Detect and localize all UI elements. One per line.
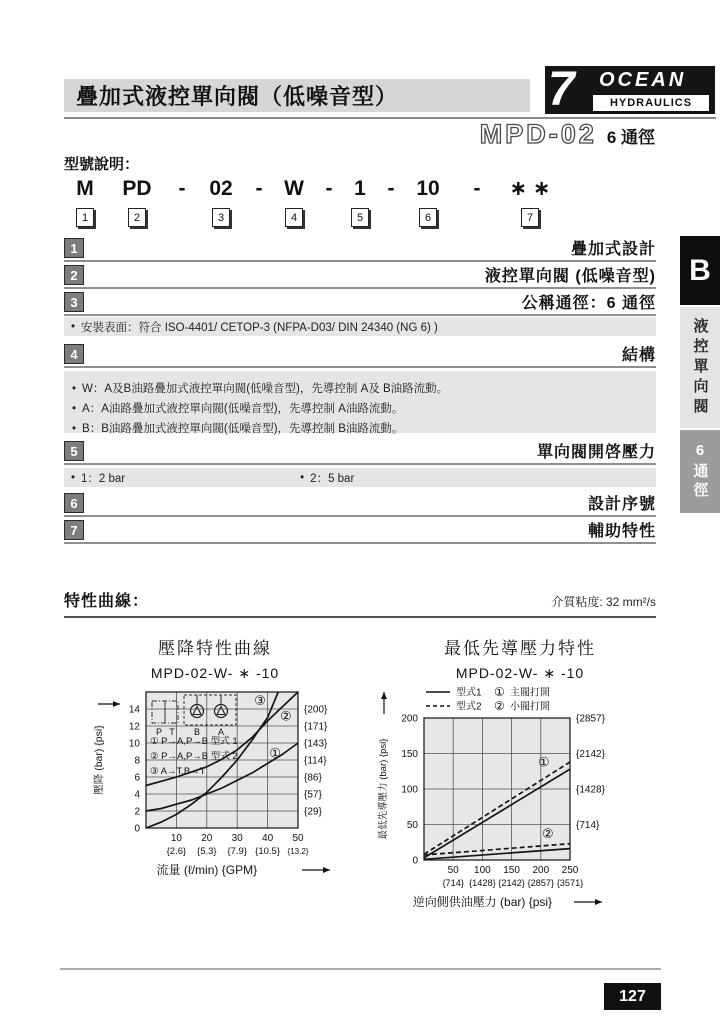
svg-text:10: 10 [170,833,182,844]
code-separator: - [387,177,395,200]
pilot-pressure-plot [370,684,618,916]
svg-text:①: ① [269,745,282,761]
svg-text:50: 50 [292,833,304,844]
logo-brand-text: OCEAN [599,69,687,91]
bullet-icon: • [72,423,77,435]
model-section-heading: 型號說明： [64,156,140,173]
svg-text:{86}: {86} [304,772,322,784]
pressure-drop-plot [84,684,340,884]
svg-text:{13.2}: {13.2} [287,847,309,856]
svg-text:{114}: {114} [304,755,327,767]
svg-text:{200}: {200} [304,704,328,716]
logo-seven-icon: 7 [548,63,575,116]
section-row-2 [64,263,656,289]
svg-text:{10.5}: {10.5} [255,846,281,857]
svg-text:{7.9}: {7.9} [227,846,247,857]
svg-text:150: 150 [401,749,418,760]
cracking-pressure-band [64,468,656,487]
bullet-icon: • [71,320,76,333]
code-index-box: 7 [521,208,539,227]
svg-text:②: ② [494,699,505,713]
svg-text:B: B [193,727,201,737]
svg-text:100: 100 [401,784,418,796]
svg-text:流量 (ℓ/min) {GPM}: 流量 (ℓ/min) {GPM} [156,863,258,877]
section-title: 輔助特性 [587,522,656,540]
svg-text:{29}: {29} [304,806,322,818]
logo-sub-text: HYDRAULICS [591,93,711,113]
svg-text:{1428}: {1428} [469,878,496,888]
svg-text:小閥打開: 小閥打開 [510,701,550,713]
curves-heading: 特性曲線： [64,593,150,610]
svg-text:2: 2 [134,806,140,818]
svg-text:200: 200 [532,865,550,876]
bullet-icon: • [72,403,77,415]
svg-text:T: T [169,727,175,737]
section-number: 7 [64,520,84,540]
mount-note: 安裝表面：符合 ISO-4401/ CETOP-3 (NFPA-D03/ DIN 24340 (NG 6) ) [81,321,438,334]
svg-text:{2.6}: {2.6} [166,846,187,857]
curves-divider [64,616,656,618]
code-separator: - [473,177,481,200]
code-separator: - [325,177,333,200]
svg-text:③ A→T,B→T: ③ A→T,B→T [150,766,206,777]
svg-text:① P→A,P→B 型式 1: ① P→A,P→B 型式 1 [150,736,238,747]
svg-text:{171}: {171} [304,721,328,733]
svg-text:250: 250 [561,865,579,876]
spec-bullet: • A：A油路疊加式液控單向閥(低噪音型)，先導控制 A油路流動。 [72,403,404,415]
code-part: PD 2 [106,177,168,227]
sidebar-tab-section-b: B [680,236,720,305]
section-title: 疊加式設計 [570,240,656,258]
sidebar-tab-size: 6通徑 [680,430,720,513]
svg-text:P: P [155,727,163,737]
svg-text:{2142}: {2142} [498,878,525,888]
bullet-icon: • [300,471,305,484]
svg-text:最低先導壓力 (bar) {psi}: 最低先導壓力 (bar) {psi} [378,738,389,840]
svg-text:①: ① [537,754,550,770]
svg-text:{143}: {143} [304,738,328,750]
svg-text:20: 20 [201,833,213,844]
code-part: 10 6 [404,177,452,227]
pressure-option: 2：5 bar [310,472,355,485]
pressure-drop-chart [84,634,346,884]
page-title-bar [64,79,530,112]
brand-logo [545,63,715,116]
svg-text:12: 12 [128,721,140,733]
svg-text:30: 30 [231,833,243,844]
svg-text:{5.3}: {5.3} [197,846,217,857]
svg-text:10: 10 [128,738,140,750]
footer-divider [60,968,661,970]
svg-text:50: 50 [406,820,418,831]
section-title: 單向閥開啓壓力 [536,443,656,461]
svg-text:6: 6 [134,772,140,784]
mount-note-band [64,317,656,336]
page-number-badge: 127 [604,983,661,1010]
svg-text:{57}: {57} [304,789,322,801]
svg-text:② P→A,P→B 型式 2: ② P→A,P→B 型式 2 [150,751,238,762]
svg-text:0: 0 [134,823,140,835]
pressure-option: 1：2 bar [81,472,126,485]
svg-text:0: 0 [412,855,418,867]
svg-text:4: 4 [134,789,140,801]
svg-text:{2857}: {2857} [576,713,605,725]
svg-text:{714}: {714} [576,820,600,831]
code-index-box: 6 [419,208,437,227]
svg-text:150: 150 [503,865,520,876]
svg-text:主閥打開: 主閥打開 [510,687,550,699]
code-index-box: 5 [351,208,369,227]
code-separator: - [178,177,186,200]
section-title: 液控單向閥 (低噪音型) [484,267,656,285]
code-index-box: 3 [212,208,230,227]
section-row-3 [64,290,656,316]
svg-text:①: ① [494,685,505,699]
code-part: 02 3 [196,177,246,227]
svg-text:②: ② [280,708,292,724]
svg-text:型式1: 型式1 [456,687,482,699]
svg-text:14: 14 [128,704,140,716]
code-part: ∗ ∗ 7 [502,177,558,227]
section-row-6 [64,491,656,517]
spec-bullet: • W：A及B油路疊加式液控單向閥(低噪音型)，先導控制 A及 B油路流動。 [72,383,449,395]
viscosity-note: 介質粘度: 32 mm²/s [551,595,656,609]
svg-text:50: 50 [447,865,459,876]
structure-options-block [64,371,656,433]
section-number: 3 [64,292,84,312]
svg-text:②: ② [541,826,554,842]
model-code-outline: MPD-02 [479,119,597,149]
section-title: 結構 [621,346,656,364]
svg-text:{2857}: {2857} [527,878,555,888]
svg-text:A: A [217,727,225,737]
section-row-5 [64,439,656,465]
section-row-7 [64,518,656,544]
code-index-box: 4 [285,208,303,227]
svg-text:壓降 (bar) {psi}: 壓降 (bar) {psi} [93,725,105,795]
svg-text:{2142}: {2142} [576,749,605,760]
svg-text:逆向側供油壓力 (bar) {psi}: 逆向側供油壓力 (bar) {psi} [412,895,553,909]
section-number: 6 [64,493,84,513]
section-number: 1 [64,238,84,258]
model-line [480,119,655,150]
section-row-4 [64,342,656,368]
model-code-row [64,177,558,227]
svg-text:型式2: 型式2 [456,701,482,713]
svg-text:200: 200 [401,713,418,725]
chart-title: 壓降特性曲線 [158,639,272,658]
bullet-icon: • [71,471,76,484]
section-number: 2 [64,265,84,285]
pilot-pressure-chart [370,634,670,916]
section-title: 設計序號 [587,495,656,513]
svg-text:100: 100 [474,865,491,876]
code-separator: - [255,177,263,200]
code-part: W 4 [272,177,316,227]
code-part: M 1 [64,177,106,227]
section-title: 公稱通徑：6 通徑 [521,294,656,312]
section-number: 4 [64,344,84,364]
chart-subtitle: MPD-02-W- ∗ -10 [455,665,585,681]
svg-text:{1428}: {1428} [576,784,605,796]
spec-bullet: • B：B油路疊加式液控單向閥(低噪音型)，先導控制 B油路流動。 [72,423,404,435]
svg-text:8: 8 [134,755,140,767]
chart-title: 最低先導壓力特性 [444,639,596,658]
code-index-box: 1 [76,208,94,227]
model-size: 6 通徑 [606,128,655,147]
code-part: 1 5 [342,177,378,227]
code-index-box: 2 [128,208,146,227]
section-row-1 [64,236,656,262]
page-title: 疊加式液控單向閥（低噪音型） [76,84,399,109]
svg-text:③: ③ [254,693,266,708]
chart-subtitle: MPD-02-W- ∗ -10 [150,665,280,681]
spec-sections [64,236,656,556]
curves-header [64,588,656,611]
svg-text:{3571}: {3571} [556,878,584,888]
svg-text:40: 40 [262,833,274,844]
sidebar-tab-valve-group: 液控單向閥 [680,307,720,428]
section-number: 5 [64,441,84,461]
svg-text:{714}: {714} [442,878,464,888]
bullet-icon: • [72,383,77,395]
